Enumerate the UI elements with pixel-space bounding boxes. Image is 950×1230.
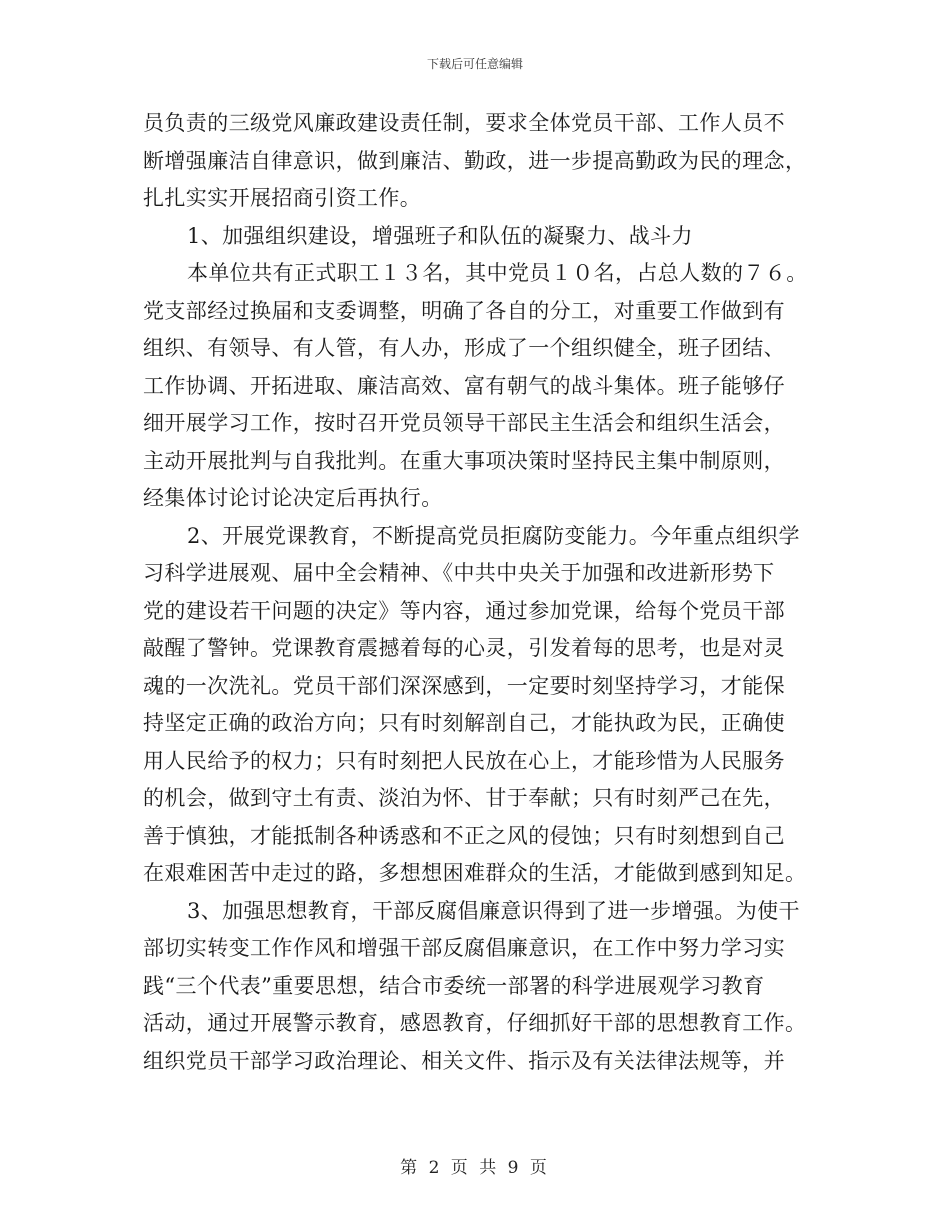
page-number-footer: 第 2 页 共 9 页 [400,1158,550,1178]
header-note: 下载后可任意编辑 [426,57,523,71]
body-line: 经集体讨论讨论决定后再执行。 [143,486,443,510]
body-line: 部切实转变工作作风和增强干部反腐倡廉意识，在工作中努力学习实 [143,936,785,960]
body-line: 组织、有领导、有人管，有人办，形成了一个组织健全，班子团结、 [143,336,785,360]
section-paragraph-2: 2、开展党课教育，不断提高党员拒腐防变能力。今年重点组织学 [187,523,800,548]
body-line: 工作协调、开拓进取、廉洁高效、富有朝气的战斗集体。班子能够仔 [143,373,785,398]
body-line: 敲醒了警钟。党课教育震撼着每的心灵，引发着每的思考，也是对灵 [143,636,785,660]
body-line: 在艰难困苦中走过的路，多想想困难群众的生活，才能做到感到知足。 [143,861,807,885]
body-line: 扎扎实实开展招商引资工作。 [143,186,422,210]
document-body [143,105,807,1080]
body-line: 党的建设若干问题的决定》等内容，通过参加党课，给每个党员干部 [143,598,785,623]
body-line: 组织党员干部学习政治理论、相关文件、指示及有关法律法规等，并 [143,1048,785,1073]
body-line: 员负责的三级党风廉政建设责任制，要求全体党员干部、工作人员不 [143,111,785,135]
body-line: 持坚定正确的政治方向；只有时刻解剖自己，才能执政为民，正确使 [143,711,785,735]
body-line: 善于慎独，才能抵制各种诱惑和不正之风的侵蚀；只有时刻想到自己 [143,823,785,848]
body-line: 魂的一次洗礼。党员干部们深深感到，一定要时刻坚持学习，才能保 [143,673,785,698]
body-line: 断增强廉洁自律意识，做到廉洁、勤政，进一步提高勤政为民的理念， [143,148,807,173]
body-line: 践“三个代表”重要思想，结合市委统一部署的科学进展观学习教育 [143,973,765,998]
body-line: 习科学进展观、届中全会精神、《中共中央关于加强和改进新形势下 [143,561,775,585]
body-line: 用人民给予的权力；只有时刻把人民放在心上，才能珍惜为人民服务 [143,748,785,773]
body-line: 党支部经过换届和支委调整，明确了各自的分工，对重要工作做到有 [143,298,785,323]
section-heading-1: 1、加强组织建设，增强班子和队伍的凝聚力、战斗力 [187,223,693,248]
body-line: 主动开展批判与自我批判。在重大事项决策时坚持民主集中制原则， [143,448,785,473]
body-line: 细开展学习工作，按时召开党员领导干部民主生活会和组织生活会， [143,411,785,435]
body-line: 本单位共有正式职工１３名，其中党员１０名，占总人数的７６。 [187,261,808,285]
body-line: 的机会，做到守土有责、淡泊为怀、甘于奉献；只有时刻严己在先， [143,786,785,810]
section-paragraph-3: 3、加强思想教育，干部反腐倡廉意识得到了进一步增强。为使干 [187,898,800,923]
body-line: 活动，通过开展警示教育，感恩教育，仔细抓好干部的思想教育工作。 [143,1011,807,1035]
